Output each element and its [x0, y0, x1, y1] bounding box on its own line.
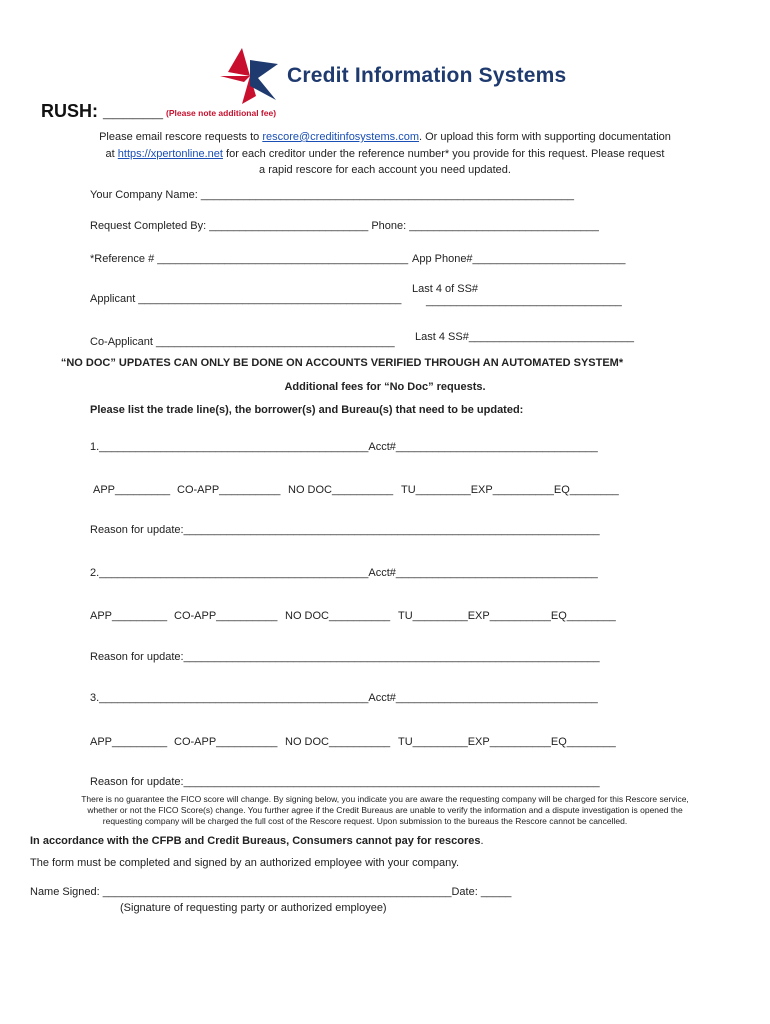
rush-note: (Please note additional fee) — [166, 108, 277, 118]
coapplicant-field[interactable]: Co-Applicant _______________________________________ — [90, 336, 395, 348]
tradeline-3-reason[interactable]: Reason for update:____________________________________________________________________ — [90, 776, 600, 788]
cfpb-notice-text: In accordance with the CFPB and Credit Bureaus, Consumers cannot pay for rescores — [30, 835, 481, 847]
tradeline-3-nodoc[interactable]: NO DOC__________ — [285, 736, 391, 748]
tradeline-1-reason[interactable]: Reason for update:____________________________________________________________________ — [90, 524, 600, 536]
tradeline-instruction: Please list the trade line(s), the borrower(s) and Bureau(s) that need to be updated: — [90, 404, 524, 416]
reference-number-field[interactable]: *Reference # _________________________________________ — [90, 253, 409, 265]
tradeline-2-bureaus[interactable]: TU_________EXP__________EQ________ — [398, 610, 616, 622]
disclaimer-line-2: whether or not the FICO Score(s) change. You further agree if the Credit Bureaus are unable to verify the information and a dispute investigation is opened the — [87, 805, 683, 815]
intro-text: Please email rescore requests to — [99, 131, 263, 143]
cfpb-notice-period: . — [480, 835, 484, 847]
email-link[interactable]: rescore@creditinfosystems.com — [262, 131, 419, 143]
app-phone-field[interactable]: App Phone#_________________________ — [412, 253, 626, 265]
last4-ss-label: Last 4 of SS# — [412, 283, 479, 295]
tradeline-1-bureaus[interactable]: TU_________EXP__________EQ________ — [401, 484, 619, 496]
last4-ss-field[interactable]: ________________________________ — [426, 295, 622, 307]
tradeline-3-app[interactable]: APP_________ — [90, 736, 168, 748]
logo-text: Credit Information Systems — [287, 64, 567, 87]
name-signed-field[interactable]: Name Signed: _________________________________________________________Date: _____ — [30, 886, 512, 898]
intro-text: for each creditor under the reference number* you provide for this request. Please request — [222, 148, 665, 160]
tradeline-1-line[interactable]: 1.____________________________________________Acct#_________________________________ — [90, 441, 598, 453]
company-name-field[interactable]: Your Company Name: _____________________________________________________________ — [90, 189, 575, 201]
tradeline-1-app[interactable]: APP_________ — [93, 484, 171, 496]
intro-line-1 — [0, 130, 770, 144]
tradeline-2-line[interactable]: 2.____________________________________________Acct#_________________________________ — [90, 567, 598, 579]
disclaimer-line-3: requesting company will be charged the full cost of the Rescore request. Upon submission to the bureaus the Rescore cannot be cancelled. — [102, 816, 628, 826]
company-logo-icon — [220, 46, 280, 106]
tradeline-2-reason[interactable]: Reason for update:____________________________________________________________________ — [90, 651, 600, 663]
rush-label[interactable]: RUSH: ______ — [41, 101, 164, 121]
request-completed-by-field[interactable]: Request Completed By: __________________________ Phone: _______________________________ — [90, 220, 599, 232]
tradeline-3-bureaus[interactable]: TU_________EXP__________EQ________ — [398, 736, 616, 748]
must-sign-notice: The form must be completed and signed by an authorized employee with your company. — [30, 857, 460, 869]
tradeline-3-line[interactable]: 3.____________________________________________Acct#_________________________________ — [90, 692, 598, 704]
tradeline-1-coapp[interactable]: CO-APP__________ — [177, 484, 281, 496]
no-doc-fees-notice: Additional fees for “No Doc” requests. — [284, 381, 486, 393]
upload-url-link[interactable]: https://xpertonline.net — [117, 148, 223, 160]
tradeline-1-nodoc[interactable]: NO DOC__________ — [288, 484, 394, 496]
intro-text: at — [105, 148, 118, 160]
cfpb-notice — [30, 834, 484, 848]
applicant-field[interactable]: Applicant ___________________________________________ — [90, 293, 402, 305]
tradeline-3-coapp[interactable]: CO-APP__________ — [174, 736, 278, 748]
tradeline-2-coapp[interactable]: CO-APP__________ — [174, 610, 278, 622]
intro-line-3: a rapid rescore for each account you need updated. — [259, 164, 511, 176]
intro-line-2 — [0, 147, 770, 161]
tradeline-2-app[interactable]: APP_________ — [90, 610, 168, 622]
intro-text: . Or upload this form with supporting documentation — [418, 131, 671, 143]
signature-note: (Signature of requesting party or authorized employee) — [120, 902, 387, 914]
disclaimer-line-1: There is no guarantee the FICO score will change. By signing below, you indicate you are aware the requesting company will be charged for this Rescore service, — [81, 794, 689, 804]
no-doc-notice: “NO DOC” UPDATES CAN ONLY BE DONE ON ACCOUNTS VERIFIED THROUGH AN AUTOMATED SYSTEM* — [60, 357, 624, 369]
tradeline-2-nodoc[interactable]: NO DOC__________ — [285, 610, 391, 622]
coapplicant-last4-field[interactable]: Last 4 SS#___________________________ — [415, 331, 634, 343]
